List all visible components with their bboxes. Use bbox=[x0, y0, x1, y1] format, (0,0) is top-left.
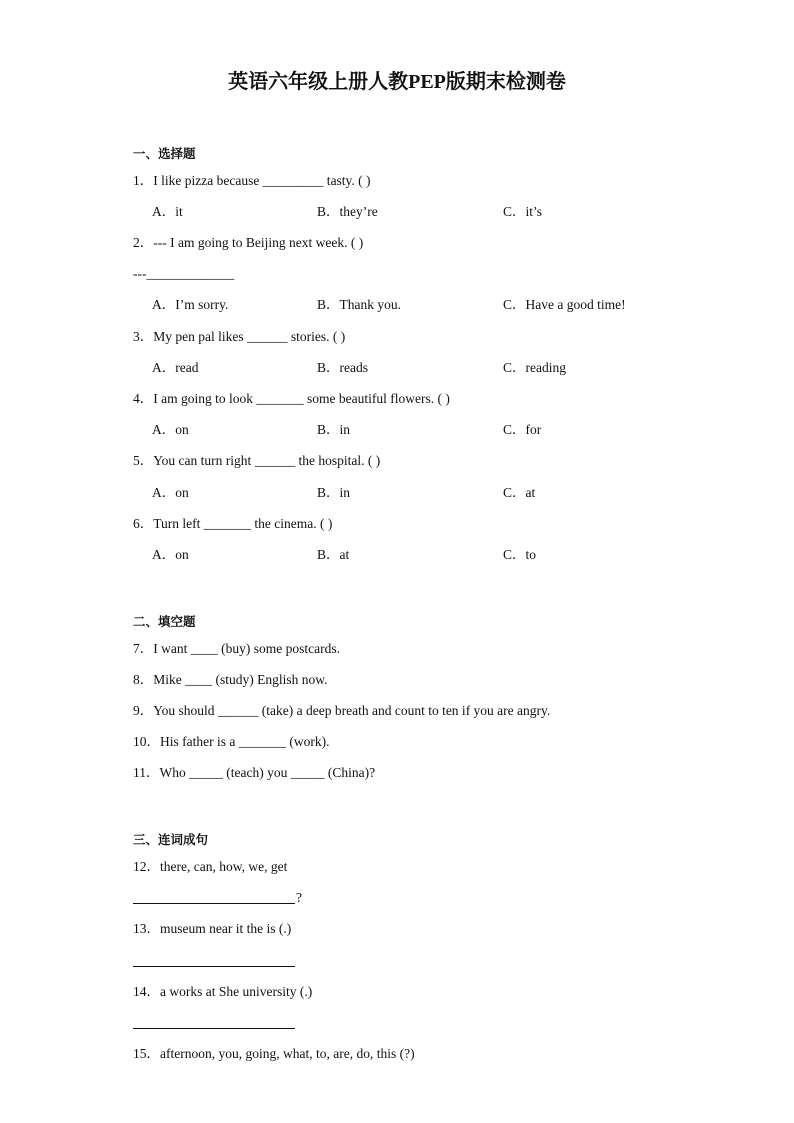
q12-answer-line bbox=[133, 903, 295, 904]
q4-option-c: C．for bbox=[503, 422, 542, 437]
question-2: 2．--- I am going to Beijing next week. ( ) bbox=[133, 235, 364, 250]
q1-option-b: B．they’re bbox=[317, 204, 378, 219]
question-13: 13．museum near it the is (.) bbox=[133, 921, 292, 936]
q3-option-a: A．read bbox=[152, 360, 199, 375]
q5-option-b: B．in bbox=[317, 485, 351, 500]
question-12: 12．there, can, how, we, get bbox=[133, 859, 288, 874]
q12-end-mark: ? bbox=[296, 890, 302, 905]
question-14: 14．a works at She university (.) bbox=[133, 984, 313, 999]
q14-answer-line bbox=[133, 1028, 295, 1029]
q4-option-b: B．in bbox=[317, 422, 351, 437]
q6-option-a: A．on bbox=[152, 547, 189, 562]
q6-option-c: C．to bbox=[503, 547, 537, 562]
q2-option-a: A．I’m sorry. bbox=[152, 297, 229, 312]
question-10: 10．His father is a _______ (work). bbox=[133, 734, 330, 749]
q4-option-a: A．on bbox=[152, 422, 189, 437]
question-8: 8．Mike ____ (study) English now. bbox=[133, 672, 328, 687]
question-6: 6．Turn left _______ the cinema. ( ) bbox=[133, 516, 333, 531]
question-5: 5．You can turn right ______ the hospital. ( ) bbox=[133, 453, 381, 468]
q1-option-a: A．it bbox=[152, 204, 183, 219]
question-11: 11．Who _____ (teach) you _____ (China)? bbox=[133, 765, 376, 780]
question-9: 9．You should ______ (take) a deep breath and count to ten if you are angry. bbox=[133, 703, 551, 718]
q5-option-a: A．on bbox=[152, 485, 189, 500]
section-heading-fill: 二、填空题 bbox=[133, 614, 196, 629]
q5-option-c: C．at bbox=[503, 485, 536, 500]
section-heading-choice: 一、选择题 bbox=[133, 146, 196, 161]
question-3: 3．My pen pal likes ______ stories. ( ) bbox=[133, 329, 346, 344]
question-1: 1．I like pizza because _________ tasty. ( ) bbox=[133, 173, 371, 188]
section-heading-sentence: 三、连词成句 bbox=[133, 832, 209, 847]
question-4: 4．I am going to look _______ some beautiful flowers. ( ) bbox=[133, 391, 450, 406]
page-title: 英语六年级上册人教PEP版期末检测卷 bbox=[228, 71, 566, 93]
question-7: 7．I want ____ (buy) some postcards. bbox=[133, 641, 340, 656]
q13-answer-line bbox=[133, 966, 295, 967]
q6-option-b: B．at bbox=[317, 547, 350, 562]
q3-option-c: C．reading bbox=[503, 360, 566, 375]
q2-option-b: B．Thank you. bbox=[317, 297, 401, 312]
q2-response-line: ---_____________ bbox=[133, 266, 235, 281]
q2-option-c: C．Have a good time! bbox=[503, 297, 626, 312]
q3-option-b: B．reads bbox=[317, 360, 368, 375]
q1-option-c: C．it’s bbox=[503, 204, 543, 219]
question-15: 15．afternoon, you, going, what, to, are, do, this (?) bbox=[133, 1046, 415, 1061]
